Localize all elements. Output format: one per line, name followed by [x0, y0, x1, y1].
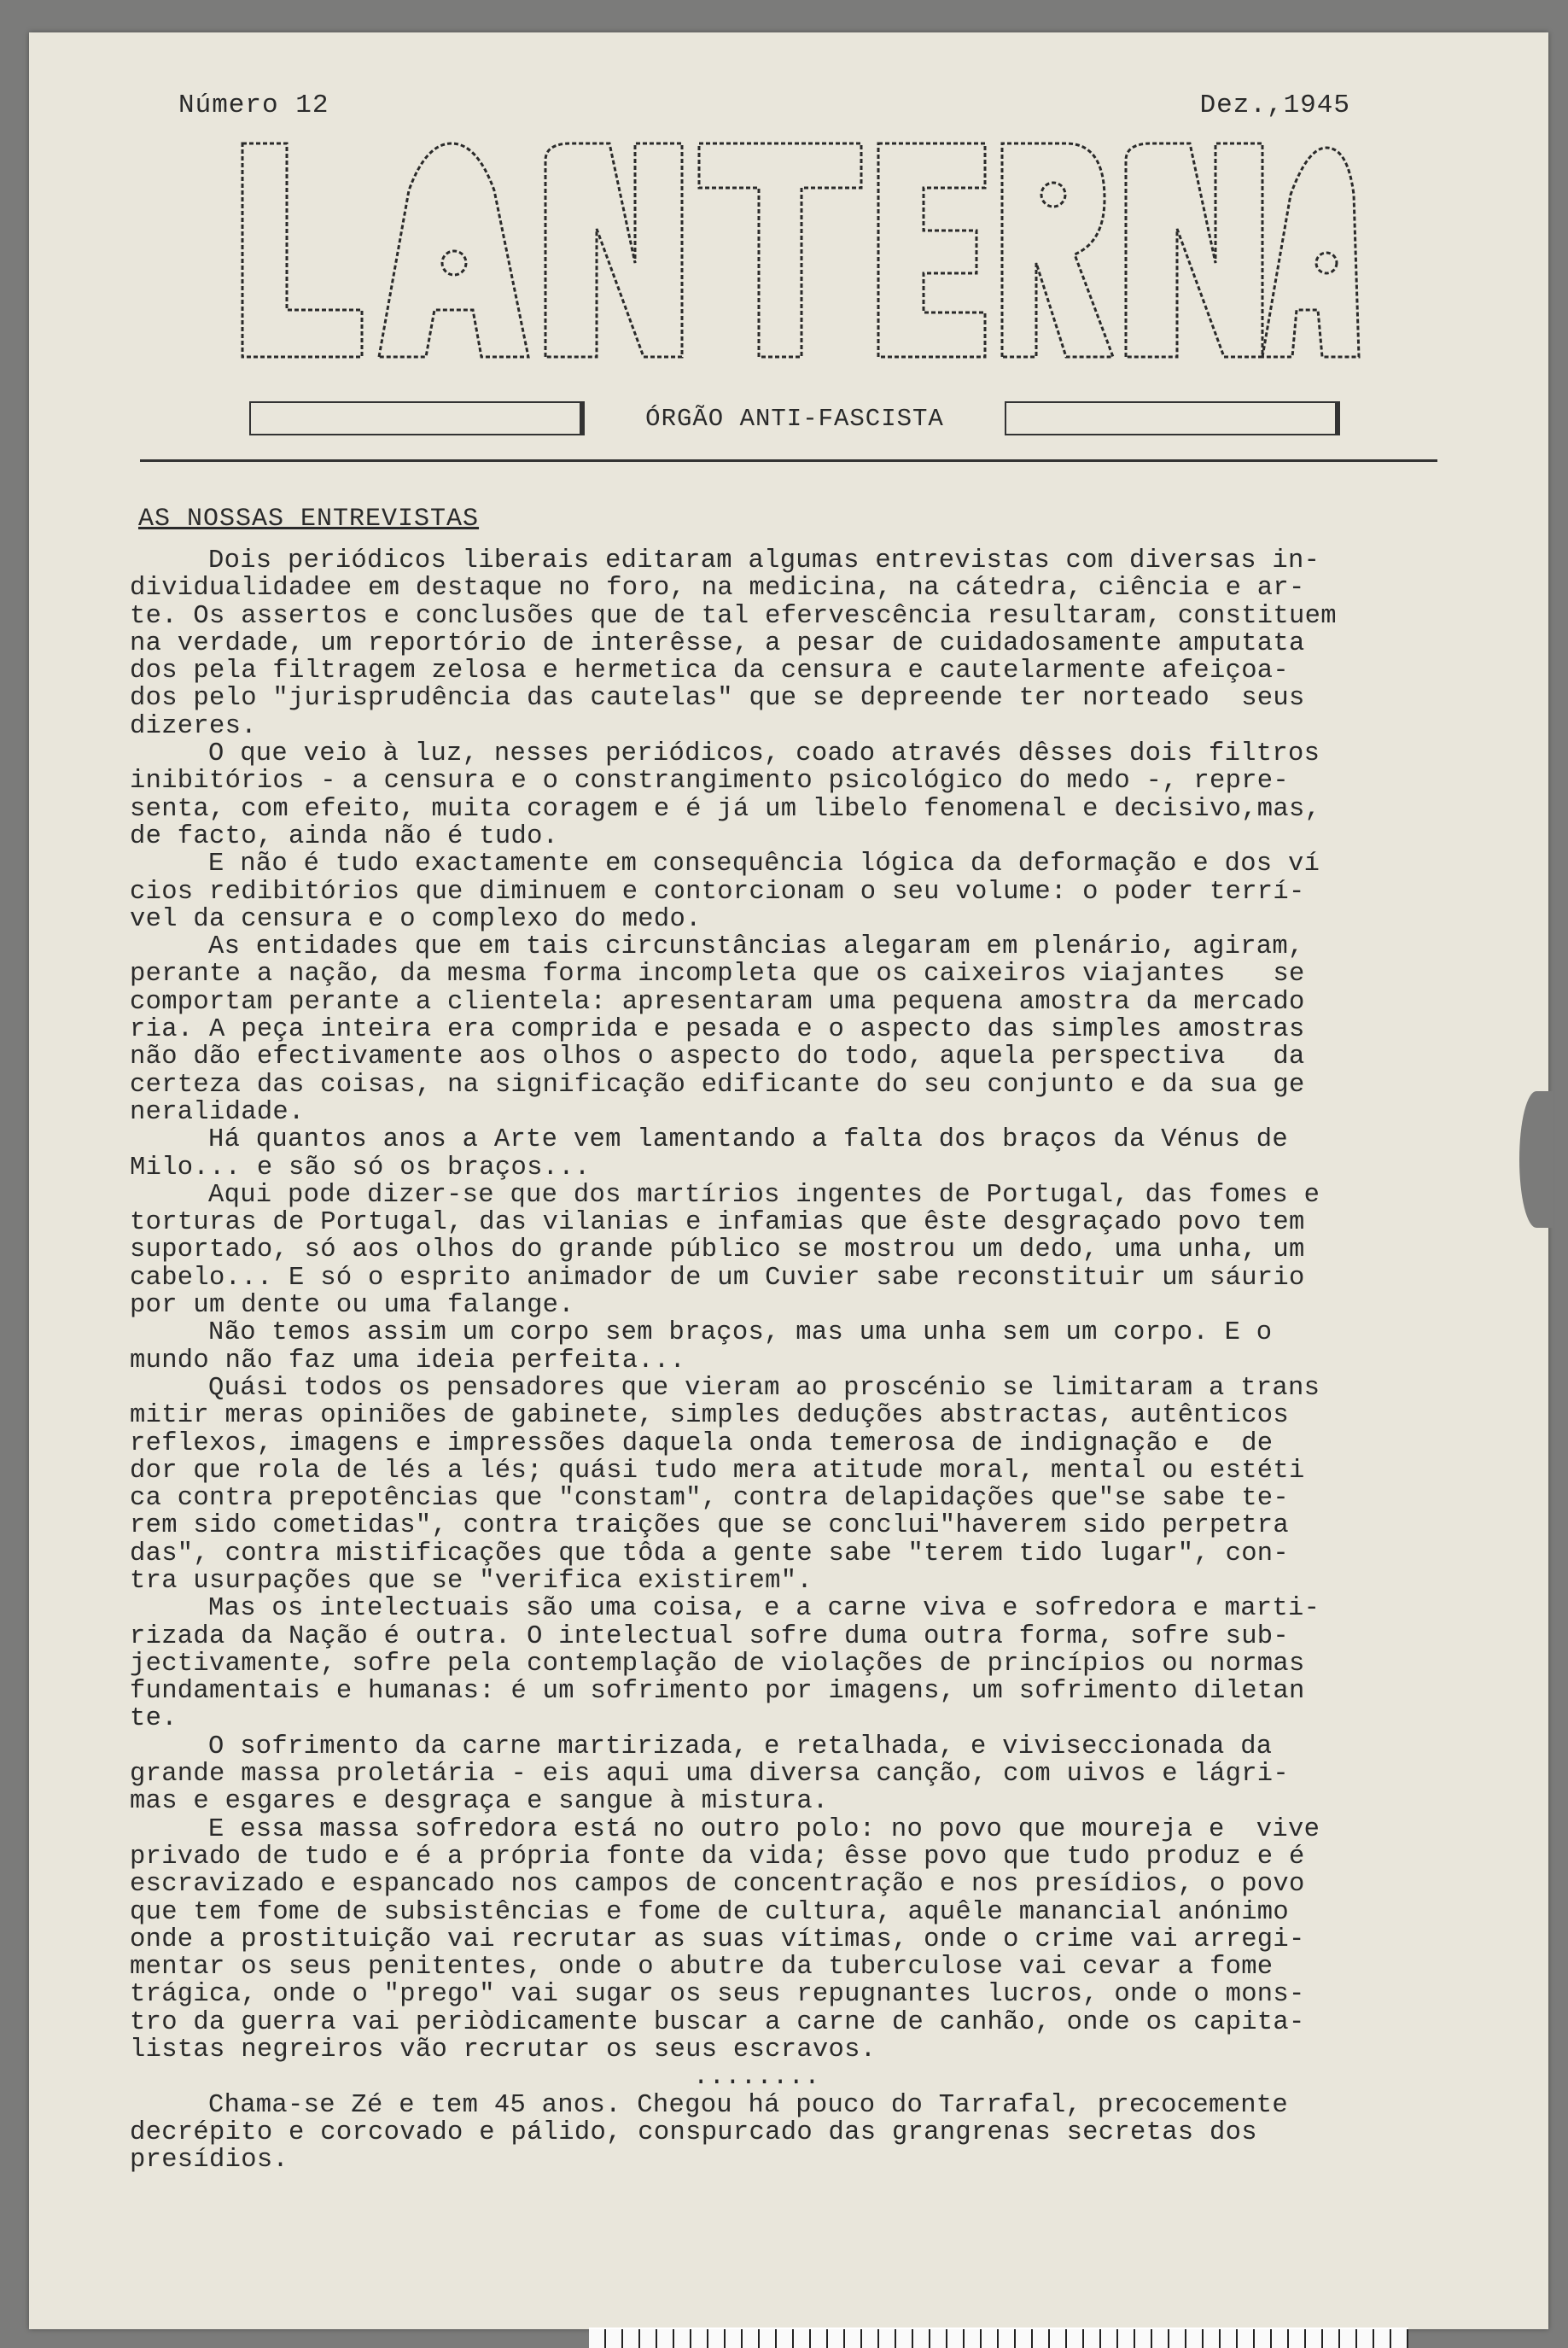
text-line: grande massa proletária - eis aqui uma diversa canção, com uivos e lágri-: [130, 1760, 1290, 1790]
text-line: E não é tudo exactamente em consequência lógica da deformação e dos ví: [208, 850, 1320, 879]
text-line: presídios.: [130, 2146, 289, 2176]
text-line: rem sido cometidas", contra traições que se conclui"haverem sido perpetra: [130, 1511, 1290, 1541]
text-line: rizada da Nação é outra. O intelectual sofre duma outra forma, sofre sub-: [130, 1621, 1290, 1651]
text-line: suportado, só aos olhos do grande público se mostrou um dedo, uma unha, um: [130, 1235, 1305, 1265]
text-line: por um dente ou uma falange.: [130, 1291, 574, 1321]
masthead-text: LANTERNA: [234, 135, 238, 136]
masthead-title: [234, 135, 1361, 370]
text-line: perante a nação, da mesma forma incompleta que os caixeiros viajantes se: [130, 960, 1305, 990]
text-line: Quási todos os pensadores que vieram ao proscénio se limitaram a trans: [208, 1373, 1320, 1403]
text-line: dividualidadee em destaque no foro, na medicina, na cátedra, ciência e ar-: [130, 574, 1305, 604]
text-line: O que veio à luz, nesses periódicos, coado através dêsses dois filtros: [208, 739, 1320, 769]
text-line: não dão efectivamente aos olhos o aspecto do todo, aquela perspectiva da: [130, 1043, 1305, 1072]
text-line: Chama-se Zé e tem 45 anos. Chegou há pouco do Tarrafal, precocemente: [208, 2090, 1289, 2120]
text-line: Não temos assim um corpo sem braços, mas uma unha sem um corpo. E o: [208, 1318, 1273, 1348]
text-line: tro da guerra vai periòdicamente buscar a carne de canhão, onde os capita-: [130, 2007, 1305, 2037]
decorative-box-right: [1005, 401, 1340, 435]
text-line: Há quantos anos a Arte vem lamentando a falta dos braços da Vénus de: [208, 1125, 1289, 1155]
text-line: dos pela filtragem zelosa e hermetica da censura e cautelarmente afeiçoa-: [130, 657, 1290, 686]
text-line: cabelo... E só o esprito animador de um Cuvier sabe reconstituir um sáurio: [130, 1263, 1305, 1293]
text-line: te.: [130, 1704, 178, 1734]
newspaper-page: [29, 32, 1548, 2329]
torn-edge: [1519, 1091, 1553, 1228]
text-line: onde a prostituição vai recrutar as suas vítimas, onde o crime vai arregi-: [130, 1925, 1305, 1954]
text-line: listas negreiros vão recrutar os seus escravos.: [130, 2036, 877, 2065]
text-line: neralidade.: [130, 1097, 305, 1127]
subtitle-bar: [249, 395, 1340, 441]
scale-ruler: [589, 2328, 1408, 2348]
text-line: senta, com efeito, muita coragem e é já um libelo fenomenal e decisivo,mas,: [130, 794, 1321, 824]
text-line: ria. A peça inteira era comprida e pesada e o aspecto das simples amostras: [130, 1015, 1305, 1045]
text-line: que tem fome de subsistências e fome de cultura, aquêle manancial anónimo: [130, 1897, 1290, 1927]
issue-date: Dez.,1945: [1199, 91, 1350, 120]
text-line: Dois periódicos liberais editaram algumas entrevistas com diversas in-: [208, 546, 1320, 575]
text-line: inibitórios - a censura e o constrangimento psicológico do medo -, repre-: [130, 767, 1290, 797]
section-separator: ........: [693, 2063, 820, 2093]
text-line: das", contra mistificações que tôda a gente sabe "terem tido lugar", con-: [130, 1539, 1290, 1568]
text-line: te. Os assertos e conclusões que de tal efervescência resultaram, constituem: [130, 601, 1337, 631]
text-line: tra usurpações que se "verifica existirem".: [130, 1566, 813, 1596]
text-line: Milo... e são só os braços...: [130, 1153, 591, 1183]
text-line: escravizado e espancado nos campos de concentração e nos presídios, o povo: [130, 1870, 1305, 1900]
text-line: Mas os intelectuais são uma coisa, e a carne viva e sofredora e marti-: [208, 1594, 1320, 1624]
article-title: AS NOSSAS ENTREVISTAS: [138, 505, 480, 534]
text-line: jectivamente, sofre pela contemplação de violações de princípios ou normas: [130, 1649, 1305, 1679]
text-line: fundamentais e humanas: é um sofrimento por imagens, um sofrimento diletan: [130, 1677, 1305, 1707]
text-line: As entidades que em tais circunstâncias alegaram em plenário, agiram,: [208, 932, 1304, 962]
header-rule: [140, 459, 1437, 462]
text-line: cios redibitórios que diminuem e contorcionam o seu volume: o poder terrí-: [130, 877, 1305, 907]
text-line: torturas de Portugal, das vilanias e infamias que êste desgraçado povo tem: [130, 1208, 1305, 1238]
text-line: ca contra prepotências que "constam", contra delapidações que"se sabe te-: [130, 1484, 1290, 1514]
text-line: mitir meras opiniões de gabinete, simples deduções abstractas, autênticos: [130, 1401, 1290, 1431]
text-line: dor que rola de lés a lés; quási tudo mera atitude moral, mental ou estéti: [130, 1456, 1305, 1486]
text-line: Aqui pode dizer-se que dos martírios ingentes de Portugal, das fomes e: [208, 1180, 1320, 1210]
decorative-box-left: [249, 401, 585, 435]
text-line: mas e esgares e desgraça e sangue à mistura.: [130, 1787, 829, 1817]
text-line: vel da censura e o complexo do medo.: [130, 904, 702, 934]
issue-number: Número 12: [178, 91, 329, 120]
text-line: privado de tudo e é a própria fonte da vida; êsse povo que tudo produz e é: [130, 1842, 1305, 1872]
subtitle: ÓRGÃO ANTI-FASCISTA: [645, 404, 944, 433]
text-line: E essa massa sofredora está no outro polo: no povo que moureja e vive: [208, 1814, 1320, 1844]
text-line: certeza das coisas, na significação edificante do seu conjunto e da sua ge: [130, 1070, 1305, 1100]
text-line: de facto, ainda não é tudo.: [130, 821, 559, 851]
text-line: mentar os seus penitentes, onde o abutre da tuberculose vai cevar a fome: [130, 1953, 1274, 1983]
text-line: trágica, onde o "prego" vai sugar os seus repugnantes lucros, onde o mons-: [130, 1980, 1305, 2010]
text-line: mundo não faz uma ideia perfeita...: [130, 1346, 686, 1376]
text-line: reflexos, imagens e impressões daquela onda temerosa de indignação e de: [130, 1428, 1274, 1458]
text-line: comportam perante a clientela: apresentaram uma pequena amostra da mercado: [130, 987, 1305, 1017]
article-body: [130, 547, 1461, 2175]
text-line: decrépito e corcovado e pálido, conspurcado das grangrenas secretas dos: [130, 2117, 1257, 2147]
text-line: O sofrimento da carne martirizada, e retalhada, e viviseccionada da: [208, 1732, 1273, 1761]
text-line: na verdade, um reportório de interêsse, a pesar de cuidadosamente amputata: [130, 628, 1305, 658]
text-line: dos pelo "jurisprudência das cautelas" que se depreende ter norteado seus: [130, 684, 1305, 714]
text-line: dizeres.: [130, 711, 257, 741]
